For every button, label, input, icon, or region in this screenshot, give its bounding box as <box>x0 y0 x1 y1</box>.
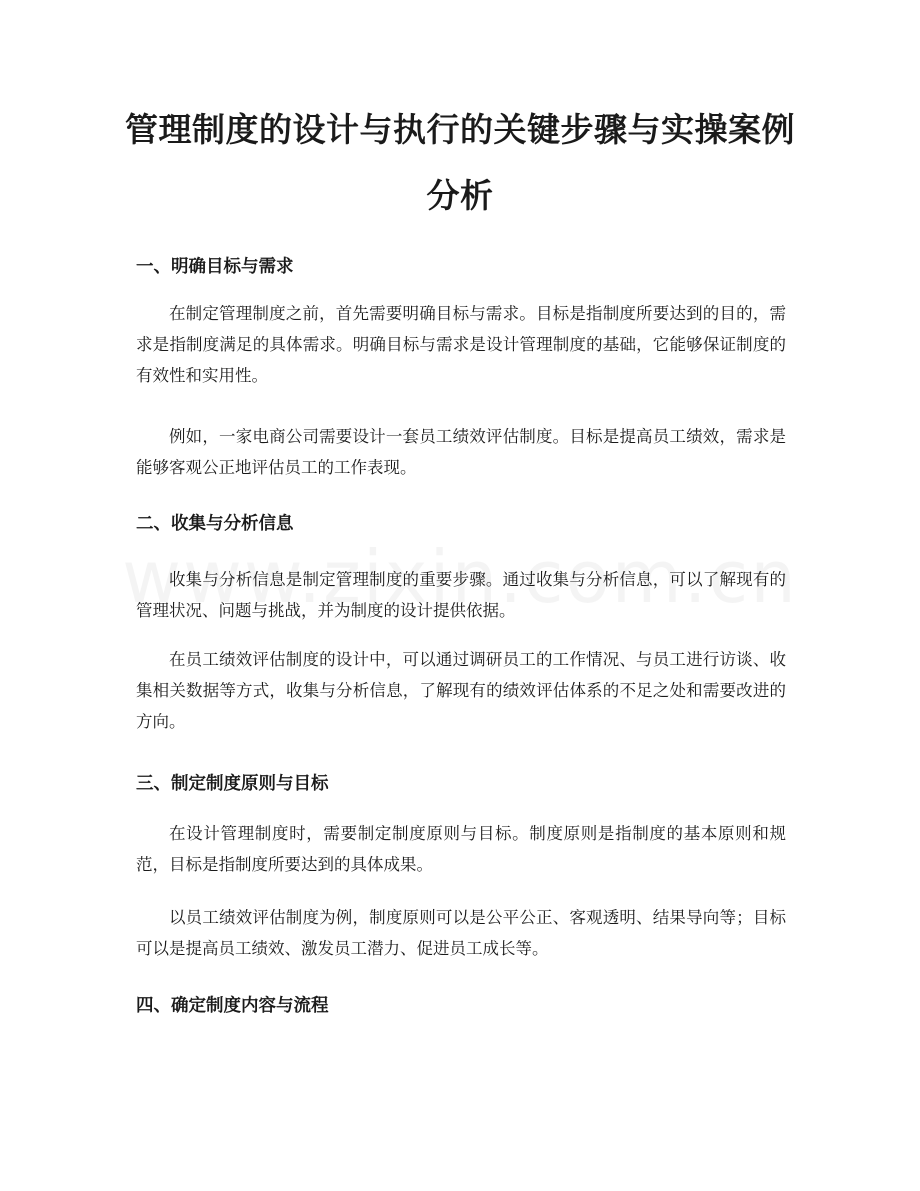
section-heading-4: 四、确定制度内容与流程 <box>136 996 329 1016</box>
section-3-paragraph-2: 以员工绩效评估制度为例，制度原则可以是公平公正、客观透明、结果导向等；目标可以是提高员工绩效、激发员工潜力、促进员工成长等。 <box>136 908 786 958</box>
section-heading-1: 一、明确目标与需求 <box>136 257 294 277</box>
document-title: 管理制度的设计与执行的关键步骤与实操案例分析 <box>125 110 795 215</box>
section-2-paragraph-1: 收集与分析信息是制定管理制度的重要步骤。通过收集与分析信息，可以了解现有的管理状况、问题与挑战，并为制度的设计提供依据。 <box>136 570 786 620</box>
section-1-paragraph-2: 例如，一家电商公司需要设计一套员工绩效评估制度。目标是提高员工绩效，需求是能够客观公正地评估员工的工作表现。 <box>136 427 786 477</box>
section-heading-3: 三、制定制度原则与目标 <box>136 774 329 794</box>
section-heading-2: 二、收集与分析信息 <box>136 514 294 534</box>
section-3-paragraph-1: 在设计管理制度时，需要制定制度原则与目标。制度原则是指制度的基本原则和规范，目标是指制度所要达到的具体成果。 <box>136 824 786 874</box>
section-1-paragraph-1: 在制定管理制度之前，首先需要明确目标与需求。目标是指制度所要达到的目的，需求是指制度满足的具体需求。明确目标与需求是设计管理制度的基础，它能够保证制度的有效性和实用性。 <box>136 304 786 385</box>
section-2-paragraph-2: 在员工绩效评估制度的设计中，可以通过调研员工的工作情况、与员工进行访谈、收集相关数据等方式，收集与分析信息，了解现有的绩效评估体系的不足之处和需要改进的方向。 <box>136 650 786 731</box>
